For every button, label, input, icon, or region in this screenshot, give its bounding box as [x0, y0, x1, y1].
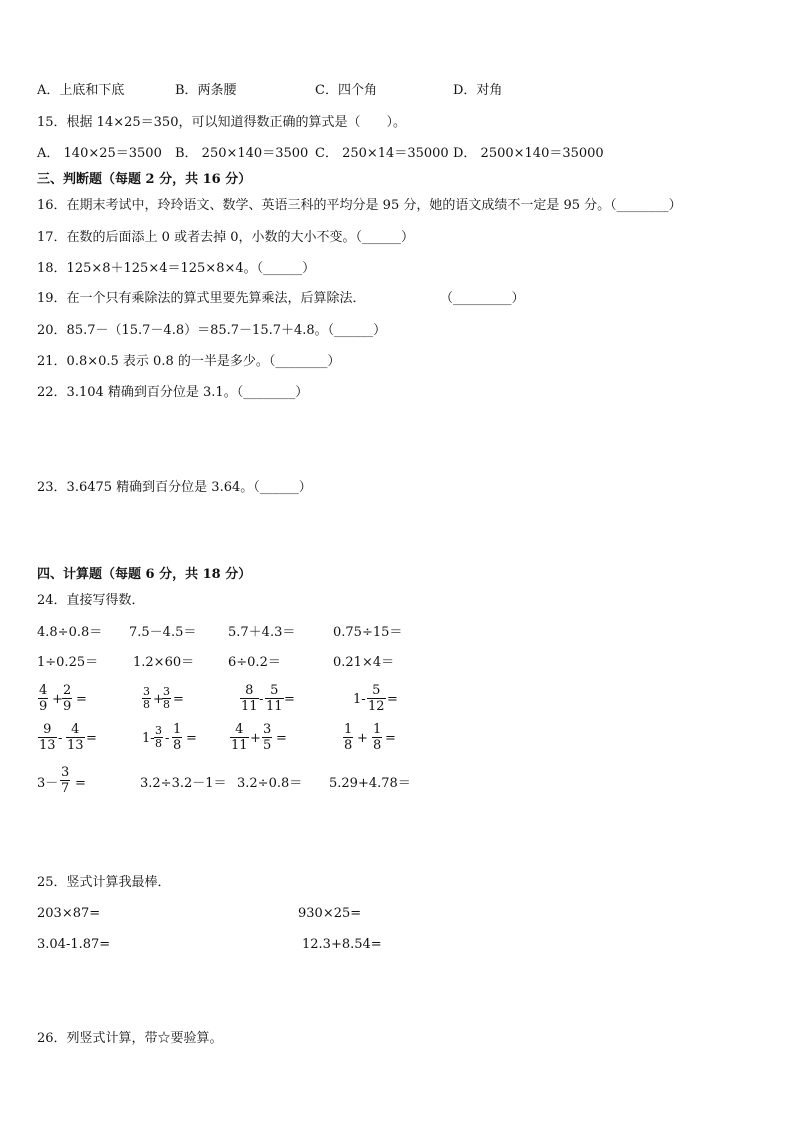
q14-option-c: C．四个角: [315, 83, 377, 98]
q14-option-b: B．两条腰: [175, 83, 237, 98]
calc-r5c2: 3.2÷3.2－1＝: [140, 776, 227, 791]
q20: 20．85.7－（15.7－4.8）＝85.7－15.7＋4.8。（______）: [37, 323, 387, 338]
q16: 16．在期末考试中，玲玲语文、数学、英语三科的平均分是 95 分，她的语文成绩不一定是 95 分。（________）: [37, 198, 682, 213]
calc-r1c1: 4.8÷0.8＝: [37, 625, 103, 640]
q17: 17．在数的后面添上 0 或者去掉 0，小数的大小不变。（______）: [37, 230, 414, 245]
calc-r2c1: 1÷0.25＝: [37, 655, 99, 670]
section3-heading: 三、判断题（每题 2 分，共 16 分）: [37, 172, 252, 187]
q24-title: 24．直接写得数．: [37, 593, 145, 608]
calc-r2c2: 1.2×60＝: [133, 655, 195, 670]
calc-r1c2: 7.5－4.5＝: [129, 625, 197, 640]
calc-r1c4: 0.75÷15＝: [333, 625, 403, 640]
q19: 19．在一个只有乘除法的算式里要先算乘法，后算除法．: [37, 291, 366, 306]
q15-option-b: B． 250×140＝3500: [175, 146, 309, 161]
q25-item-4: 12.3+8.54=: [302, 937, 382, 952]
q26-title: 26．列竖式计算，带☆要验算。: [37, 1031, 223, 1046]
q25-item-1: 203×87=: [37, 906, 101, 921]
q25-item-3: 3.04-1.87=: [37, 937, 111, 952]
calc-r2c3: 6÷0.2＝: [228, 655, 281, 670]
q25-item-2: 930×25=: [298, 906, 362, 921]
calc-r5c3: 3.2÷0.8＝: [237, 776, 303, 791]
q21: 21．0.8×0.5 表示 0.8 的一半是多少。（________）: [37, 354, 341, 369]
calc-r1c3: 5.7＋4.3＝: [228, 625, 296, 640]
q15-stem: 15．根据 14×25＝350，可以知道得数正确的算式是（ ）。: [37, 115, 406, 130]
q15-option-a: A． 140×25＝3500: [37, 146, 162, 161]
q22: 22．3.104 精确到百分位是 3.1。（________）: [37, 385, 309, 400]
q23: 23．3.6475 精确到百分位是 3.64。（______）: [37, 480, 312, 495]
q25-title: 25．竖式计算我最棒．: [37, 875, 171, 890]
q15-option-d: D． 2500×140＝35000: [453, 146, 604, 161]
q19-answer-blank: （_________）: [440, 291, 525, 306]
calc-r2c4: 0.21×4＝: [333, 655, 395, 670]
q14-option-a: A．上底和下底: [37, 83, 125, 98]
q15-option-c: C． 250×14＝35000: [315, 146, 449, 161]
calc-r5c4: 5.29+4.78＝: [329, 776, 411, 791]
q14-option-d: D．对角: [453, 83, 503, 98]
q18: 18．125×8＋125×4＝125×8×4。（______）: [37, 261, 316, 276]
section4-heading: 四、计算题（每题 6 分，共 18 分）: [37, 567, 252, 582]
